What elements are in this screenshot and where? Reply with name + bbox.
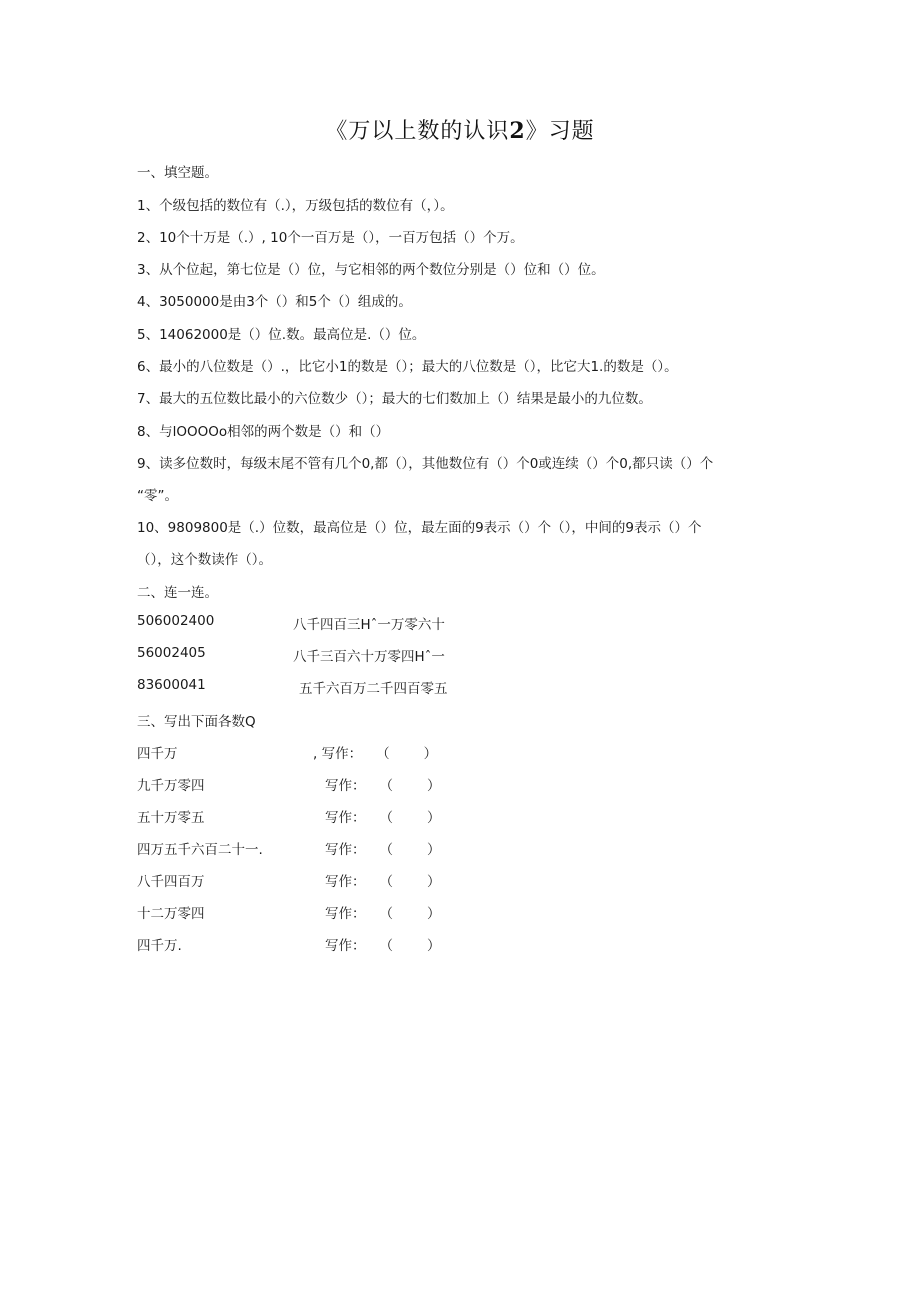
write-label: 写作： [325,906,366,922]
write-label: 写作： [325,810,366,826]
write-item: 四千万 [137,746,178,762]
match-reading: 五千六百万二千四百零五 [299,681,448,697]
write-answer-slot [313,742,437,762]
match-number: 56002405 [137,645,206,661]
write-item: 八千四百万 [137,874,205,890]
write-item: 四千万. [137,938,182,954]
open-paren: （ [379,874,393,890]
write-label: 写作： [325,874,366,890]
question-9-line-1: 9、读多位数时，每级末尾不管有几个0,都（），其他数位有（）个0或连续（）个0,都只读（）个 [137,456,714,472]
question-1: 1、个级包括的数位有（.），万级包括的数位有（，）。 [137,198,454,214]
write-item: 九千万零四 [137,778,205,794]
question-4: 4、3050000是由3个（）和5个（）组成的。 [137,294,412,310]
close-paren: ） [427,938,441,954]
title-number: 2 [509,118,526,144]
write-item: 十二万零四 [137,906,205,922]
page-title [0,114,920,145]
question-8: 8、与lOOOOo相邻的两个数是（）和（） [137,424,390,440]
write-label: 写作： [325,778,366,794]
close-paren: ） [427,810,441,826]
question-10-line-2: （），这个数读作（）。 [137,552,272,568]
question-5: 5、14062000是（）位.数。最高位是.（）位。 [137,327,426,343]
section-matching-heading: 二、连一连。 [137,585,218,601]
open-paren: （ [379,842,393,858]
open-paren: （ [379,810,393,826]
open-paren: （ [379,778,393,794]
title-prefix: 《万以上数的认识 [325,119,510,144]
question-6: 6、最小的八位数是（）.，比它小1的数是（）；最大的八位数是（），比它大1.的数是（）。 [137,359,678,375]
question-7: 7、最大的五位数比最小的六位数少（）；最大的七们数加上（）结果是最小的九位数。 [137,391,652,407]
write-answer-slot [325,934,441,954]
question-2: 2、10个十万是（.）, 10个一百万是（），一百万包括（）个万。 [137,230,524,246]
write-label: 写作： [325,842,366,858]
section-write-numbers-heading: 三、写出下面各数Q [137,714,256,730]
close-paren: ） [427,874,441,890]
open-paren: （ [379,906,393,922]
write-label: , 写作： [313,746,363,762]
close-paren: ） [423,746,438,762]
open-paren: （ [379,938,393,954]
match-number: 83600041 [137,677,206,693]
match-number: 506002400 [137,613,215,629]
write-answer-slot [325,870,441,890]
question-10-line-1: 10、9809800是（.）位数，最高位是（）位，最左面的9表示（）个（），中间的9表示（）个 [137,520,702,536]
close-paren: ） [427,906,441,922]
close-paren: ） [427,842,441,858]
close-paren: ） [427,778,441,794]
question-9-line-2: “零”。 [137,488,178,504]
write-answer-slot [325,902,441,922]
match-reading: 八千四百三Hˆ一万零六十 [293,617,445,633]
open-paren: （ [376,746,390,762]
match-reading: 八千三百六十万零四Hˆ一 [293,649,445,665]
write-label: 写作： [325,938,366,954]
write-item: 五十万零五 [137,810,205,826]
write-answer-slot [325,838,441,858]
write-answer-slot [325,806,441,826]
question-3: 3、从个位起，第七位是（）位，与它相邻的两个数位分别是（）位和（）位。 [137,262,605,278]
write-answer-slot [325,774,441,794]
section-fill-blank-heading: 一、填空题。 [137,165,218,181]
write-item: 四万五千六百二十一. [137,842,263,858]
title-suffix: 》习题 [525,119,595,144]
